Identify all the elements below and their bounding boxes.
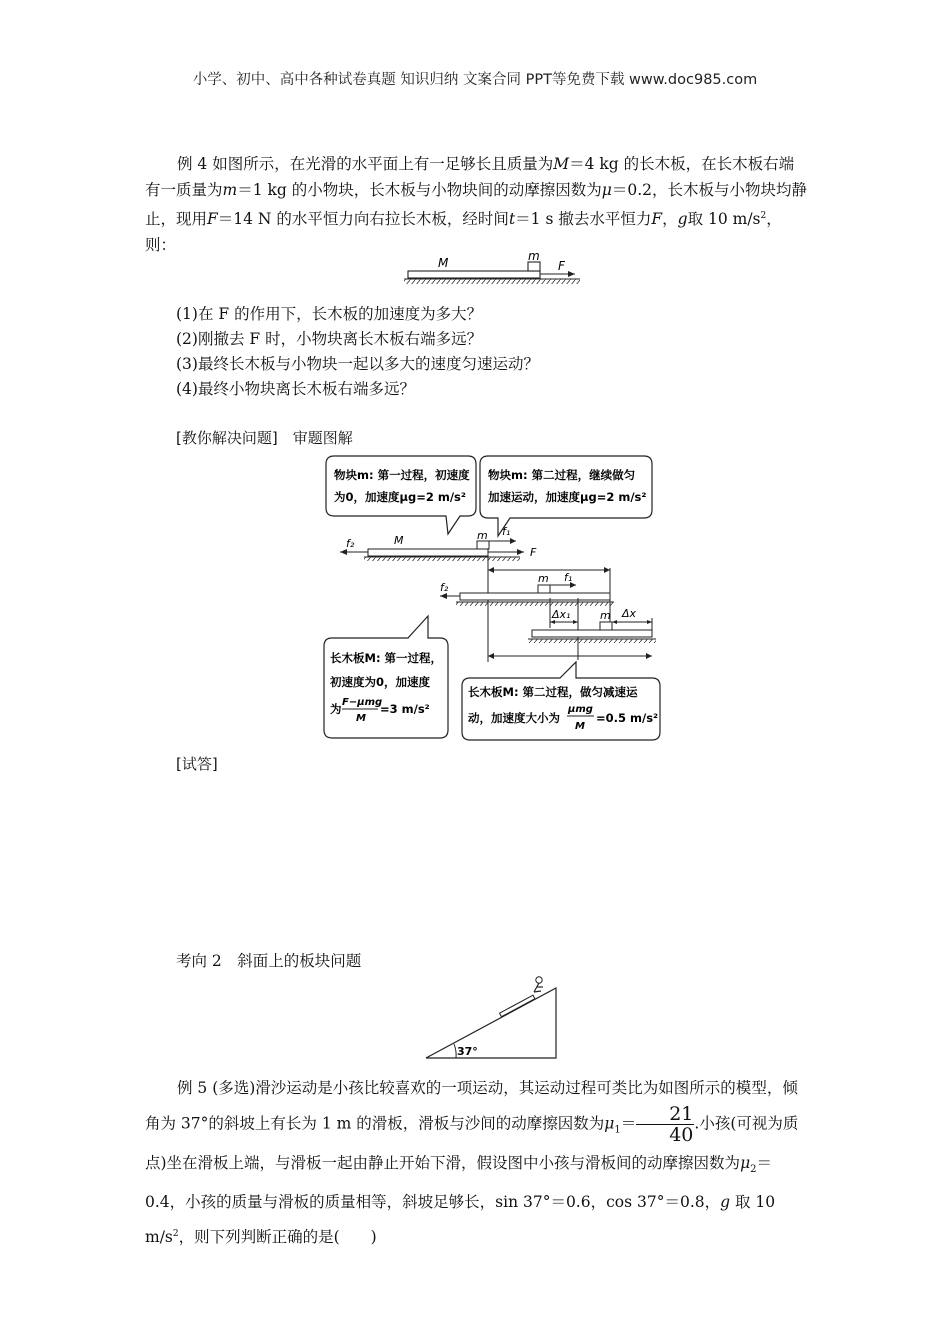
svg-text:f₂: f₂ <box>346 537 355 550</box>
svg-text:M: M <box>356 713 366 724</box>
svg-text:f₂: f₂ <box>440 581 449 594</box>
fraction-21-40: $\frac{21}{40}$ <box>636 1104 694 1145</box>
svg-text:m: m <box>538 572 549 585</box>
svg-text:m: m <box>477 529 488 542</box>
bubble-board-stage2 <box>462 662 660 740</box>
svg-text:物块m: 第二过程，继续做匀: 物块m: 第二过程，继续做匀 <box>488 468 636 482</box>
svg-text:=0.5 m/s²: =0.5 m/s² <box>596 711 659 725</box>
svg-text:f₁: f₁ <box>502 525 511 538</box>
answer-label: [试答] <box>176 755 218 773</box>
section-heading: 考向 2 斜面上的板块问题 <box>176 952 362 970</box>
analysis-diagram <box>320 450 665 745</box>
svg-text:Δx: Δx <box>622 607 637 620</box>
question-2: (2)刚撤去 F 时，小物块离长木板右端多远？ <box>176 330 483 348</box>
svg-text:动，加速度大小为: 动，加速度大小为 <box>468 711 560 725</box>
svg-text:M: M <box>575 721 585 732</box>
svg-text:物块m: 第一过程，初速度: 物块m: 第一过程，初速度 <box>334 468 470 482</box>
svg-text:长木板M: 第二过程，做匀减速运: 长木板M: 第二过程，做匀减速运 <box>468 685 638 699</box>
svg-text:=3 m/s²: =3 m/s² <box>380 702 430 716</box>
svg-text:f₁: f₁ <box>564 571 573 584</box>
question-3: (3)最终长木板与小物块一起以多大的速度匀速运动？ <box>176 355 539 373</box>
page-header: 小学、初中、高中各种试卷真题 知识归纳 文案合同 PPT等免费下载 www.doc985.com <box>192 72 758 88</box>
svg-text:初速度为0，加速度: 初速度为0，加速度 <box>330 675 431 689</box>
svg-text:Δx₁: Δx₁ <box>552 608 571 621</box>
board-figure <box>400 250 585 292</box>
force-label-F: F <box>558 259 565 273</box>
block-label-m: m <box>528 250 540 263</box>
svg-text:加速运动，加速度μg=2 m/s²: 加速运动，加速度μg=2 m/s² <box>488 490 647 504</box>
question-4: (4)最终小物块离长木板右端多远？ <box>176 380 415 398</box>
svg-text:M: M <box>394 534 404 547</box>
board-label-M: M <box>438 256 449 270</box>
example4-paragraph: 例 4 如图所示，在光滑的水平面上有一足够长且质量为M＝4 kg 的长木板，在长木板右端有一质量为m＝1 kg 的小物块，长木板与小物块间的动摩擦因数为μ＝0.2，长木板与小物块均静止，现用F＝14 N 的水平恒力向右拉长木板，经时间t＝1 s 撤去水平恒力F，g取 10 $m/s^2$，则： <box>145 155 807 254</box>
svg-text:F: F <box>530 546 537 559</box>
incline-angle-label: 37° <box>457 1045 478 1058</box>
svg-text:F−μmg: F−μmg <box>342 697 383 708</box>
svg-text:为0，加速度μg=2 m/s²: 为0，加速度μg=2 m/s² <box>334 490 466 504</box>
example5-paragraph: 例 5 (多选)滑沙运动是小孩比较喜欢的一项运动，其运动过程可类比为如图所示的模型，倾角为 37°的斜坡上有长为 1 m 的滑板，滑板与沙间的动摩擦因数为$\mu_1=$ $\frac{21}{40}$ .小孩(可视为质点)坐在滑板上端，与滑板一起由静止开始下滑，假设图中小孩与滑板间的动摩擦因数为$\mu_2=0.4$，小孩的质量与滑板的质量相等，斜坡足够长，sin 37°＝0.6，cos 37°＝0.8，g 取 10 $m/s^2$，则下列判断正确的是( ) <box>145 1079 799 1246</box>
svg-text:m: m <box>600 609 611 622</box>
svg-text:长木板M: 第一过程，: 长木板M: 第一过程， <box>330 651 443 665</box>
svg-text:为: 为 <box>330 702 342 716</box>
svg-text:μmg: μmg <box>568 704 593 715</box>
guide-title: [教你解决问题] 审题图解 <box>176 429 353 447</box>
incline-figure <box>420 972 565 1064</box>
question-1: (1)在 F 的作用下，长木板的加速度为多大？ <box>176 305 483 323</box>
